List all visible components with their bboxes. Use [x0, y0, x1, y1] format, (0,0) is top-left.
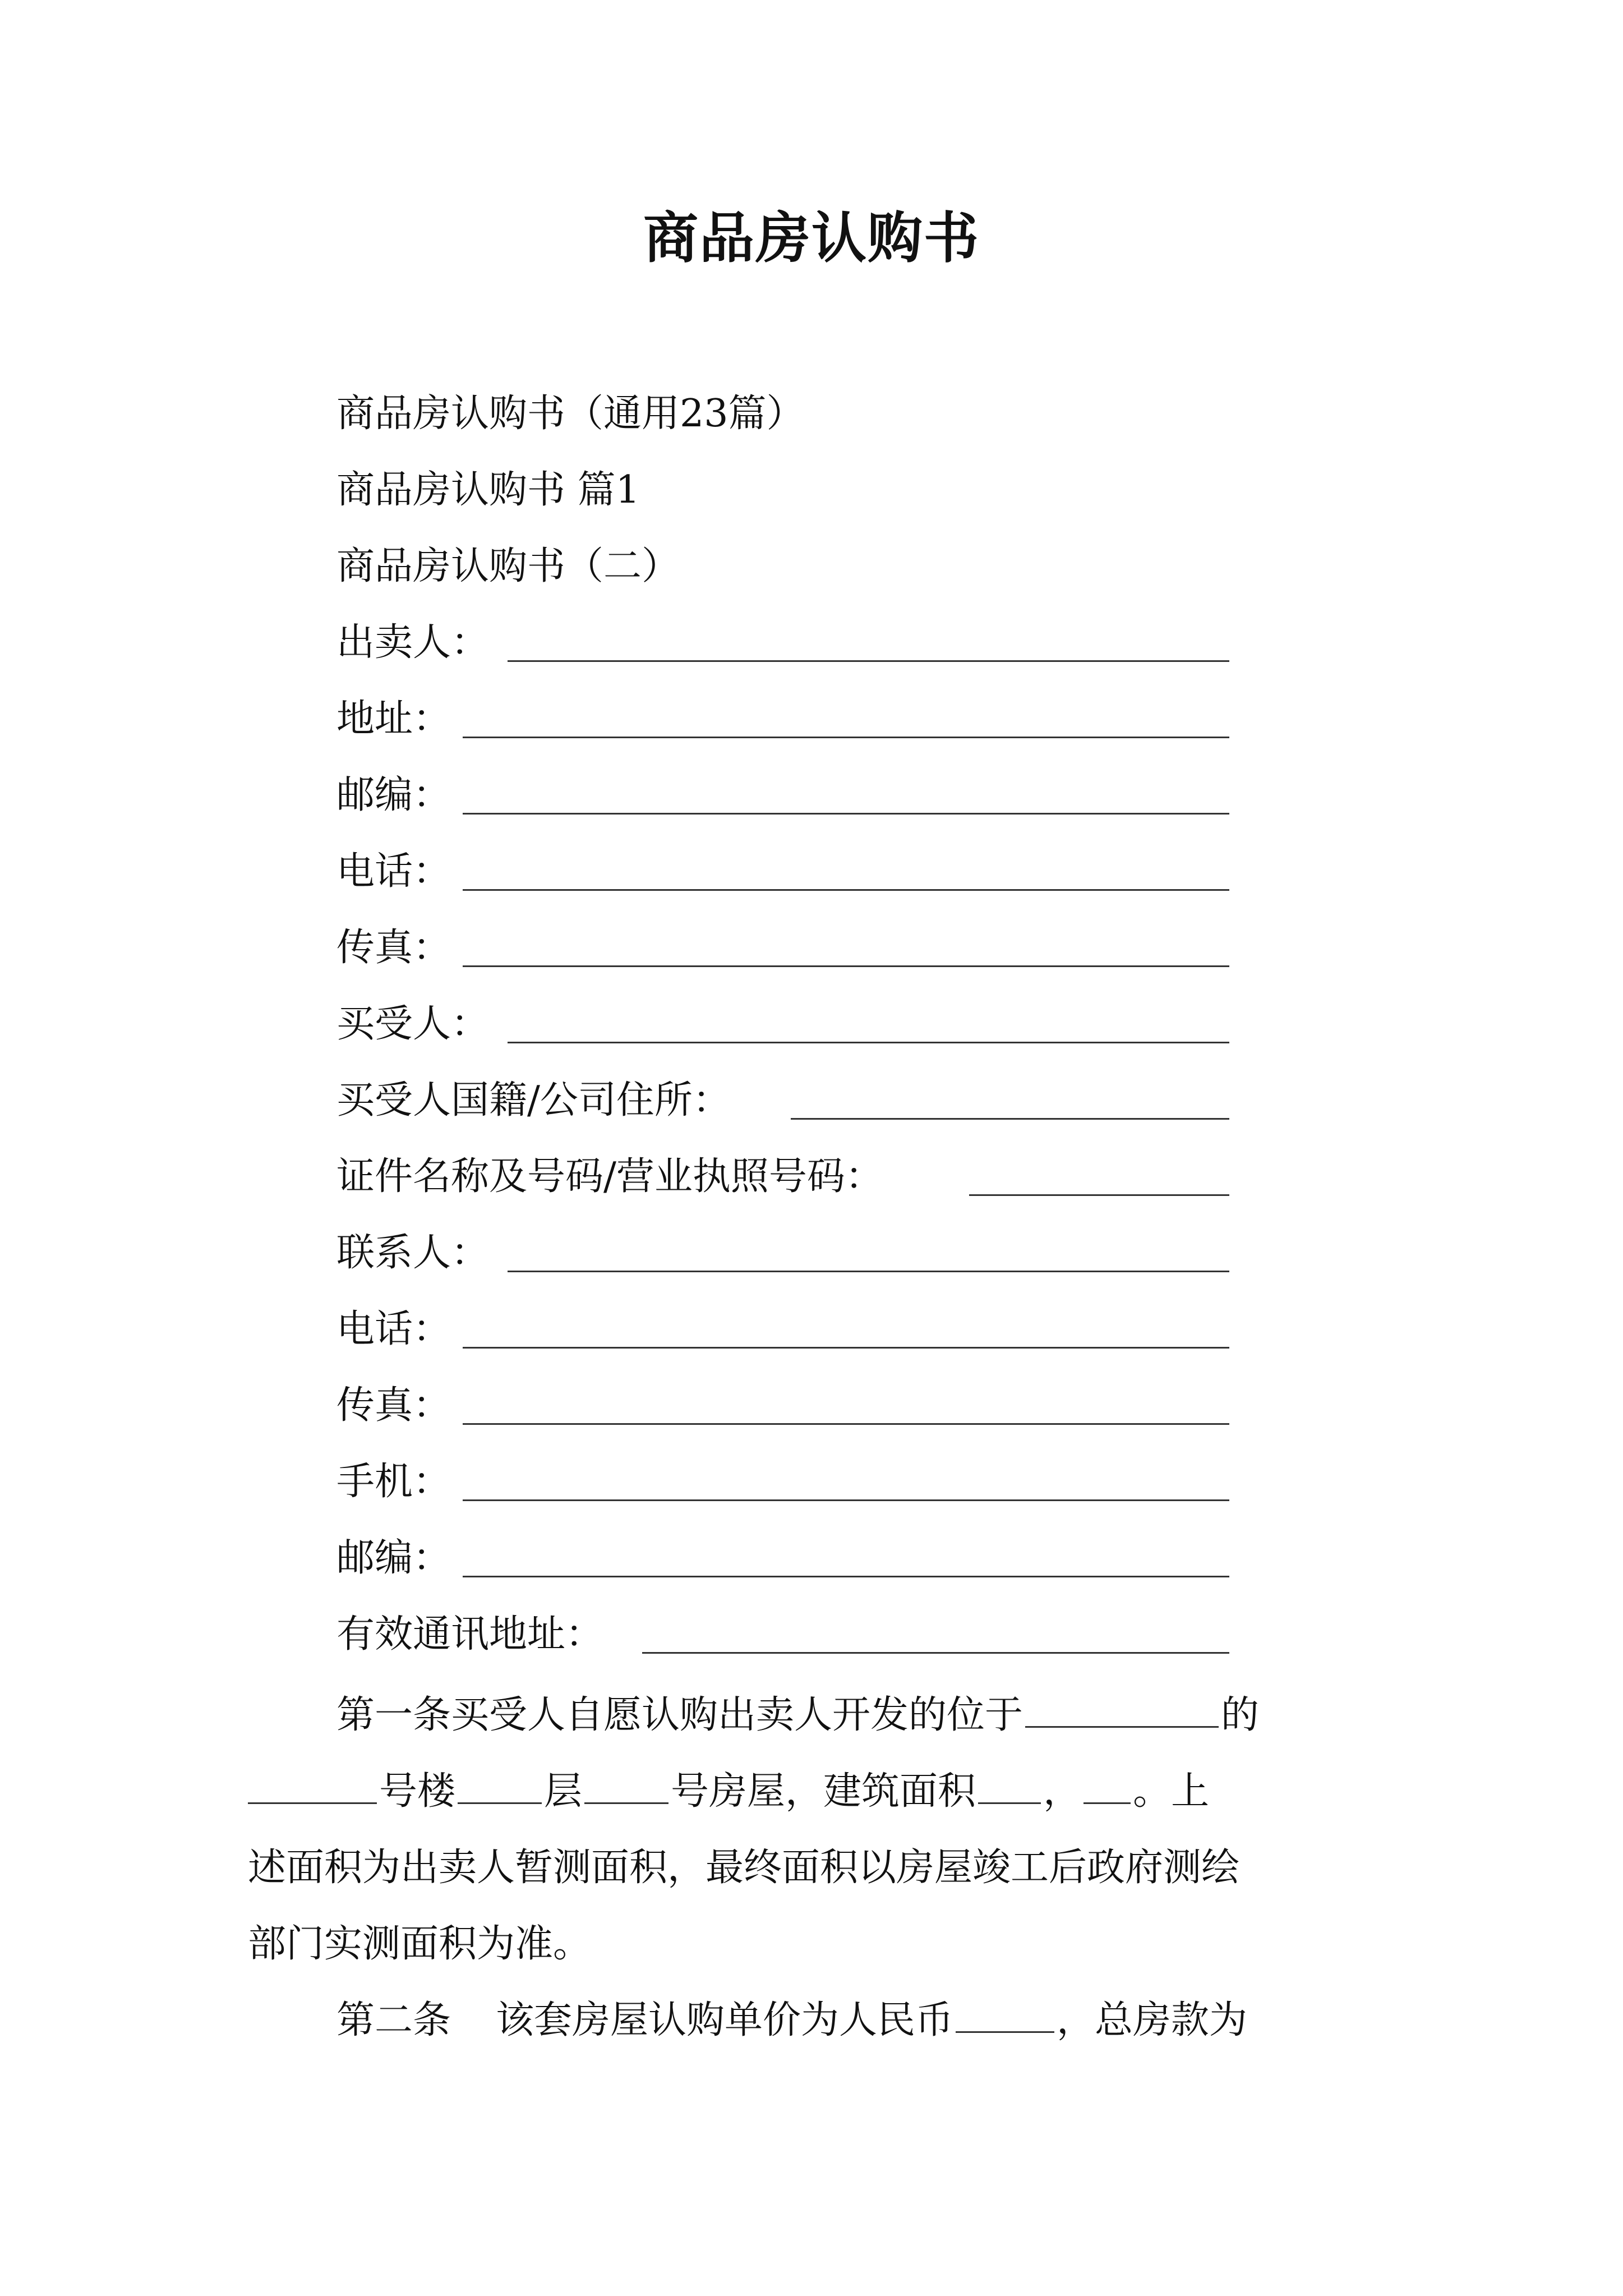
article-2-line-1 [248, 1982, 1392, 2059]
form-field-phone [336, 845, 1229, 899]
field-label: 出卖人： [336, 620, 490, 665]
field-blank[interactable] [463, 1423, 1229, 1425]
article-text: ，总房款为 [1057, 1998, 1248, 2042]
blank-building[interactable] [248, 1802, 377, 1804]
blank-unit-price[interactable] [956, 2031, 1054, 2033]
blank-floor[interactable] [458, 1802, 542, 1804]
form-field-postcode [336, 769, 1229, 822]
form-field-seller [336, 616, 1229, 670]
form-field-buyer-domicile [336, 1074, 1229, 1128]
article-text: 号房屋，建筑面积 [671, 1769, 976, 1814]
form-field-buyer-phone [336, 1303, 1229, 1356]
blank-location[interactable] [1025, 1726, 1219, 1728]
article-text: 第二条 [336, 1998, 451, 2042]
field-label: 买受人国籍/公司住所： [336, 1078, 731, 1122]
blank-unit[interactable] [1083, 1802, 1131, 1804]
field-label: 邮编： [336, 773, 451, 817]
article-text: 该套房屋认购单价为人民币 [496, 1998, 954, 2042]
field-blank[interactable] [969, 1194, 1229, 1196]
form-field-id-number [336, 1150, 1229, 1204]
field-label: 买受人： [336, 1002, 490, 1046]
field-label: 电话： [336, 1307, 451, 1351]
field-label: 有效通讯地址： [336, 1612, 604, 1657]
article-1-line-2 [248, 1754, 1392, 1830]
field-label: 地址： [336, 697, 451, 741]
article-1-line-3: 述面积为出卖人暂测面积，最终面积以房屋竣工后政府测绘 [248, 1846, 1240, 1890]
form-field-contact [336, 1226, 1229, 1280]
article-1-line-1 [248, 1677, 1392, 1754]
article-text: ， [1043, 1769, 1082, 1814]
field-blank[interactable] [463, 1347, 1229, 1349]
field-blank[interactable] [463, 737, 1229, 738]
field-blank[interactable] [642, 1652, 1229, 1654]
field-label: 邮编： [336, 1536, 451, 1580]
article-text: 第一条买受人自愿认购出卖人开发的位于 [336, 1693, 1023, 1737]
field-label: 传真： [336, 926, 451, 970]
field-blank[interactable] [463, 1576, 1229, 1577]
field-label: 电话： [336, 849, 451, 894]
subtitle-line: 商品房认购书 篇1 [336, 468, 640, 512]
field-blank[interactable] [463, 889, 1229, 891]
subtitle-line: 商品房认购书（通用23篇） [336, 392, 805, 436]
field-label: 证件名称及号码/营业执照号码： [336, 1154, 883, 1199]
blank-area[interactable] [978, 1802, 1041, 1804]
field-blank[interactable] [508, 1042, 1229, 1043]
form-field-mobile [336, 1455, 1229, 1509]
form-field-address [336, 692, 1229, 746]
field-blank[interactable] [508, 660, 1229, 662]
form-field-buyer [336, 997, 1229, 1051]
field-blank[interactable] [463, 1499, 1229, 1501]
article-text: 号楼 [379, 1769, 456, 1814]
form-field-mailing-address [336, 1608, 1229, 1662]
blank-room[interactable] [584, 1802, 668, 1804]
field-label: 传真： [336, 1383, 451, 1428]
field-label: 联系人： [336, 1231, 490, 1275]
article-1-line-4: 部门实测面积为准。 [248, 1922, 592, 1966]
form-field-buyer-fax [336, 1379, 1229, 1433]
form-field-buyer-postcode [336, 1531, 1229, 1585]
form-field-fax [336, 921, 1229, 975]
article-text: 层 [544, 1769, 583, 1814]
field-blank[interactable] [463, 813, 1229, 815]
field-blank[interactable] [463, 965, 1229, 967]
document-title: 商品房认购书 [643, 206, 980, 270]
article-text: 的 [1221, 1693, 1260, 1737]
subtitle-line: 商品房认购书（二） [336, 544, 680, 588]
field-blank[interactable] [791, 1118, 1229, 1120]
field-blank[interactable] [508, 1271, 1229, 1272]
field-label: 手机： [336, 1460, 451, 1504]
article-text: 。上 [1133, 1769, 1210, 1814]
